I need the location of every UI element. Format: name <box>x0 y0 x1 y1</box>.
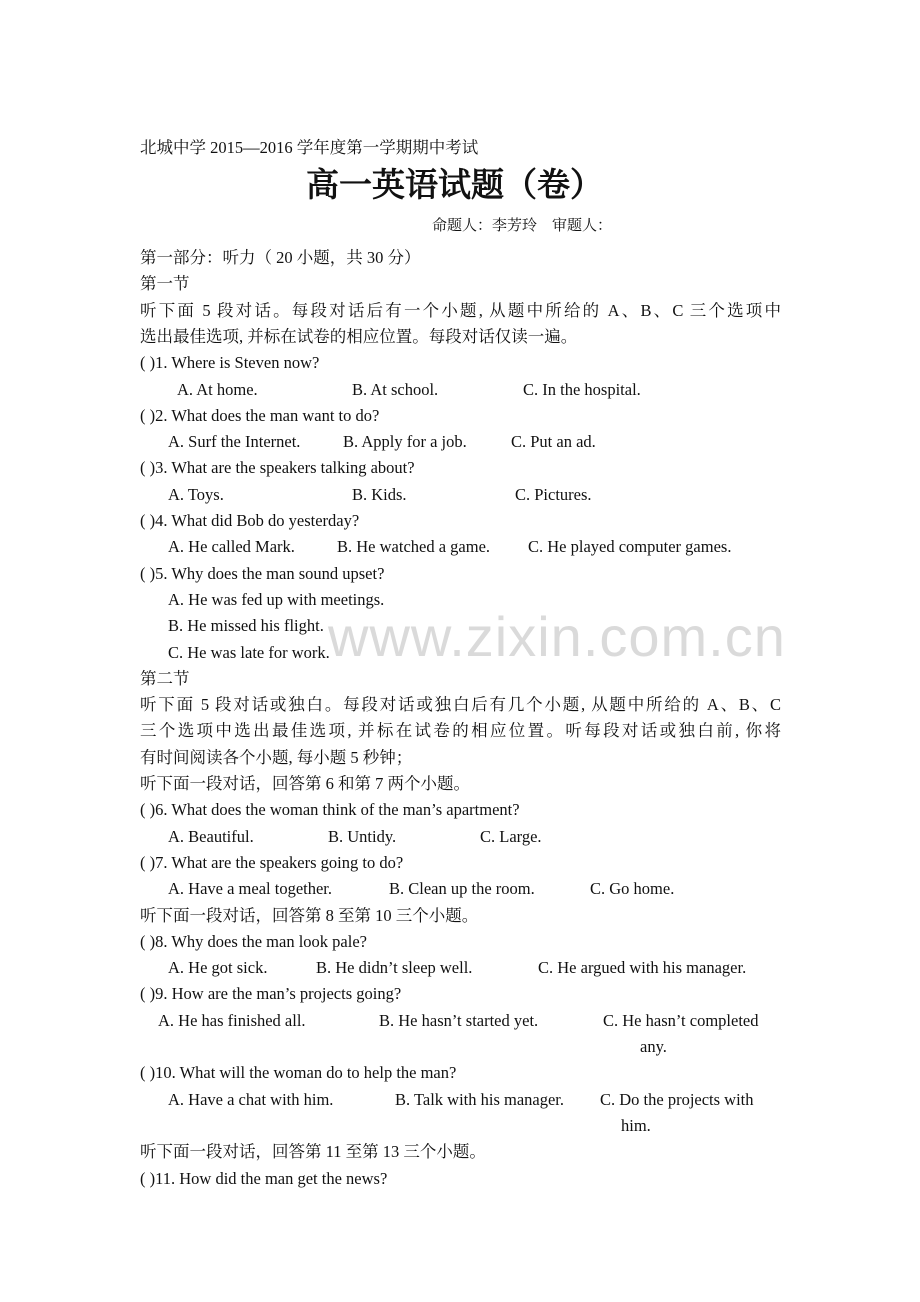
question: ( )7. What are the speakers going to do? <box>140 852 404 872</box>
answer-option: B. Clean up the room. <box>389 879 535 899</box>
option-continuation: any. <box>640 1037 667 1056</box>
answer-option: A. Surf the Internet. <box>168 432 301 452</box>
question: ( )2. What does the man want to do? <box>140 405 380 425</box>
option-continuation: him. <box>621 1115 651 1135</box>
watermark: www.zixin.com.cn <box>328 605 786 668</box>
answer-option: C. He hasn’t completed <box>603 1010 759 1030</box>
answer-option: A. At home. <box>177 379 258 399</box>
question: ( )10. What will the woman do to help the man? <box>140 1063 457 1083</box>
instruction-text: 听下面一段对话，回答第 11 至第 13 三个小题。 <box>140 1142 486 1162</box>
question: ( )9. How are the man’s projects going? <box>140 984 402 1004</box>
authors-line: 命题人：李芳玲 审题人： <box>432 218 613 234</box>
answer-option: C. He played computer games. <box>528 537 732 557</box>
answer-option: A. Toys. <box>168 484 224 504</box>
instruction-text: 第一部分：听力（ 20 小题，共 30 分） <box>140 248 421 267</box>
exam-title: 高一英语试题（卷） <box>306 165 603 204</box>
instruction-text: 三个选项中选出最佳选项, 并标在试卷的相应位置。听每段对话或独白前, 你将 <box>140 721 781 741</box>
question: ( )8. Why does the man look pale? <box>140 931 367 951</box>
instruction-text: 选出最佳选项, 并标在试卷的相应位置。每段对话仅读一遍。 <box>140 326 578 346</box>
answer-option: B. He hasn’t started yet. <box>379 1010 539 1030</box>
answer-option: A. Beautiful. <box>168 826 254 846</box>
question: ( )1. Where is Steven now? <box>140 353 320 373</box>
answer-option: A. Have a meal together. <box>168 879 333 899</box>
answer-option: A. Have a chat with him. <box>168 1089 334 1109</box>
question: ( )4. What did Bob do yesterday? <box>140 511 360 530</box>
answer-option: C. Pictures. <box>515 484 592 504</box>
answer-option: B. He missed his flight. <box>168 616 324 636</box>
answer-option: B. At school. <box>352 379 439 399</box>
answer-option: B. Apply for a job. <box>343 432 467 452</box>
instruction-text: 听下面一段对话，回答第 6 和第 7 两个小题。 <box>140 774 470 793</box>
answer-option: C. Go home. <box>590 879 675 899</box>
instruction-text: 听下面 5 段对话或独白。每段对话或独白后有几个小题, 从题中所给的 A、B、C <box>140 695 781 715</box>
question: ( )11. How did the man get the news? <box>140 1168 388 1188</box>
answer-option: B. Kids. <box>352 484 407 504</box>
question: ( )3. What are the speakers talking about? <box>140 458 415 478</box>
question: ( )5. Why does the man sound upset? <box>140 563 385 583</box>
school-header: 北城中学 2015—2016 学年度第一学期期中考试 <box>140 138 479 157</box>
answer-option: B. He watched a game. <box>337 537 491 557</box>
answer-option: A. He was fed up with meetings. <box>168 589 385 609</box>
instruction-text: 第二节 <box>140 668 190 688</box>
answer-option: C. He argued with his manager. <box>538 958 747 978</box>
instruction-text: 第一节 <box>140 274 190 294</box>
question: ( )6. What does the woman think of the man’s apartment? <box>140 800 520 820</box>
answer-option: B. Untidy. <box>328 826 397 846</box>
answer-option: C. Put an ad. <box>511 432 596 452</box>
answer-option: B. He didn’t sleep well. <box>316 958 473 978</box>
answer-option: C. In the hospital. <box>523 379 641 399</box>
answer-option: A. He has finished all. <box>158 1010 306 1030</box>
answer-option: A. He got sick. <box>168 958 268 978</box>
answer-option: B. Talk with his manager. <box>395 1089 565 1109</box>
answer-option: C. He was late for work. <box>168 642 330 662</box>
answer-option: C. Do the projects with <box>600 1089 754 1109</box>
instruction-text: 听下面 5 段对话。每段对话后有一个小题, 从题中所给的 A、B、C 三个选项中 <box>140 300 781 320</box>
answer-option: C. Large. <box>480 826 542 846</box>
answer-option: A. He called Mark. <box>168 537 295 557</box>
instruction-text: 听下面一段对话，回答第 8 至第 10 三个小题。 <box>140 905 479 925</box>
instruction-text: 有时间阅读各个小题, 每小题 5 秒钟； <box>140 747 413 767</box>
